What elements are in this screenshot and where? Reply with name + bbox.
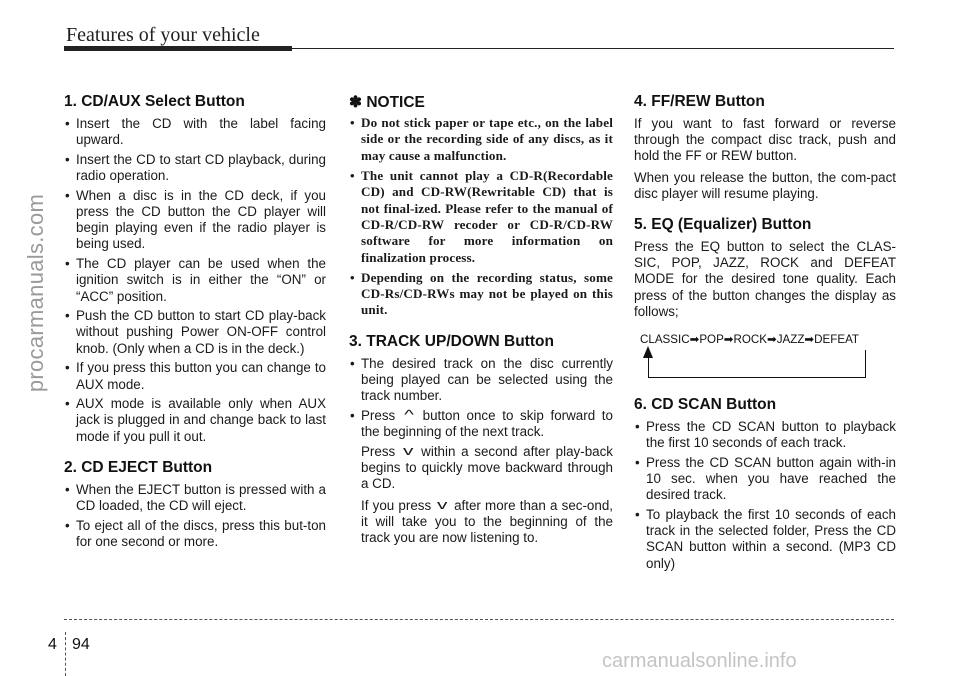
header-rule-thin bbox=[292, 48, 894, 49]
side-watermark bbox=[6, 150, 46, 450]
track-restart-text: after more than a sec-ond, it will take you to the beginning of the track you are now listening to. bbox=[361, 497, 613, 545]
section-title-ff-rew: 4. FF/REW Button bbox=[634, 93, 765, 110]
list-item: • If you press this button you can change to AUX mode. bbox=[64, 360, 326, 392]
loop-line-bottom bbox=[648, 377, 866, 378]
page-number: 94 bbox=[72, 636, 90, 653]
track-down-text: within a second after play-back begins to quickly move backward through a CD. bbox=[361, 443, 613, 492]
header-rule-thick bbox=[64, 46, 292, 51]
notice-list bbox=[349, 115, 613, 319]
list-item: • Press the CD SCAN button again with-in 10 sec. when you have reached the desired track. bbox=[634, 455, 896, 504]
if-you-press-text: If you press bbox=[361, 497, 432, 513]
track-up-text: button once to skip forward to the beginning of the next track. bbox=[361, 407, 613, 440]
ff-rew-paragraph-2: When you release the button, the com-pact disc player will resume playing. bbox=[634, 169, 896, 201]
track-list bbox=[349, 356, 613, 441]
loop-line-left bbox=[648, 350, 649, 378]
chapter-number: 4 bbox=[48, 636, 57, 653]
footer-vertical-divider bbox=[65, 632, 66, 676]
down-arrow-icon: v bbox=[403, 442, 414, 458]
loop-line-right bbox=[865, 350, 866, 378]
section-title-cd-aux: 1. CD/AUX Select Button bbox=[64, 93, 245, 110]
cd-aux-list bbox=[64, 116, 326, 445]
list-item: • The unit cannot play a CD-R(Recordable CD) and CD-RW(Rewritable CD) that is not final-ized. Please refer to the manual of CD-R/CD-RW recoder or CD-R/CD-RW software for more information on finalization process. bbox=[349, 168, 613, 266]
list-item: • The CD player can be used when the ignition switch is in either the “ON” or “ACC” position. bbox=[64, 256, 326, 305]
list-item: • To eject all of the discs, press this but-ton for one second or more. bbox=[64, 518, 326, 550]
list-item: • To playback the first 10 seconds of each track in the selected folder, Press the CD SCAN button within a second. (MP3 CD only) bbox=[634, 507, 896, 572]
list-item: • When the EJECT button is pressed with a CD loaded, the CD will eject. bbox=[64, 482, 326, 514]
list-item: • When a disc is in the CD deck, if you press the CD button the CD player will begin playing even if the radio player is being used. bbox=[64, 188, 326, 253]
footer-watermark: carmanualsonline.info bbox=[602, 650, 797, 672]
section-title-cd-scan: 6. CD SCAN Button bbox=[634, 396, 777, 414]
eq-sequence-diagram bbox=[634, 330, 896, 394]
list-item: • The desired track on the disc currently being played can be selected using the track number. bbox=[349, 356, 613, 405]
section-title-eq: 5. EQ (Equalizer) Button bbox=[634, 216, 812, 234]
list-item: • Do not stick paper or tape etc., on the label side or the recording side of any discs, as it may cause a malfunction. bbox=[349, 115, 613, 164]
list-item bbox=[349, 408, 613, 440]
list-item: • Depending on the recording status, some CD-Rs/CD-RWs may not be played on this unit. bbox=[349, 270, 613, 319]
down-arrow-icon: v bbox=[437, 496, 448, 512]
up-arrow-icon: ^ bbox=[404, 406, 414, 422]
notice-icon: ✽ bbox=[349, 94, 362, 111]
list-item: • Press the CD SCAN button to playback the first 10 seconds of each track. bbox=[634, 419, 896, 451]
list-item: • Push the CD button to start CD play-back without pushing Power ON-OFF control knob. (Only when a CD is in the deck.) bbox=[64, 308, 326, 357]
column-3 bbox=[634, 93, 896, 575]
side-watermark-text: procarmanuals.com bbox=[23, 193, 48, 393]
notice-title: NOTICE bbox=[366, 94, 425, 111]
column-2 bbox=[349, 93, 613, 551]
column-1 bbox=[64, 93, 326, 554]
press-word: Press bbox=[361, 443, 396, 459]
section-title-track: 3. TRACK UP/DOWN Button bbox=[349, 332, 554, 350]
eq-sequence-text: CLASSIC➡POP➡ROCK➡JAZZ➡DEFEAT bbox=[640, 333, 860, 347]
page-header-title: Features of your vehicle bbox=[66, 24, 260, 46]
list-item: • AUX mode is available only when AUX jack is plugged in and change back to last mode if you pull it out. bbox=[64, 396, 326, 445]
list-item: • Insert the CD to start CD playback, during radio operation. bbox=[64, 152, 326, 184]
notice-heading bbox=[349, 93, 613, 112]
cd-scan-list bbox=[634, 419, 896, 572]
ff-rew-paragraph-1: If you want to fast forward or reverse through the compact disc track, push and hold the FF or REW button. bbox=[634, 116, 896, 164]
list-item: • Insert the CD with the label facing upward. bbox=[64, 116, 326, 148]
section-title-cd-eject: 2. CD EJECT Button bbox=[64, 458, 213, 476]
press-word: Press bbox=[361, 407, 396, 423]
cd-eject-list bbox=[64, 482, 326, 550]
eq-paragraph: Press the EQ button to select the CLAS-SIC, POP, JAZZ, ROCK and DEFEAT MODE for the desired tone quality. Each press of the button changes the display as follows; bbox=[634, 239, 896, 319]
footer-divider bbox=[64, 619, 894, 621]
track-down-paragraph bbox=[349, 444, 613, 493]
track-restart-paragraph bbox=[349, 498, 613, 547]
